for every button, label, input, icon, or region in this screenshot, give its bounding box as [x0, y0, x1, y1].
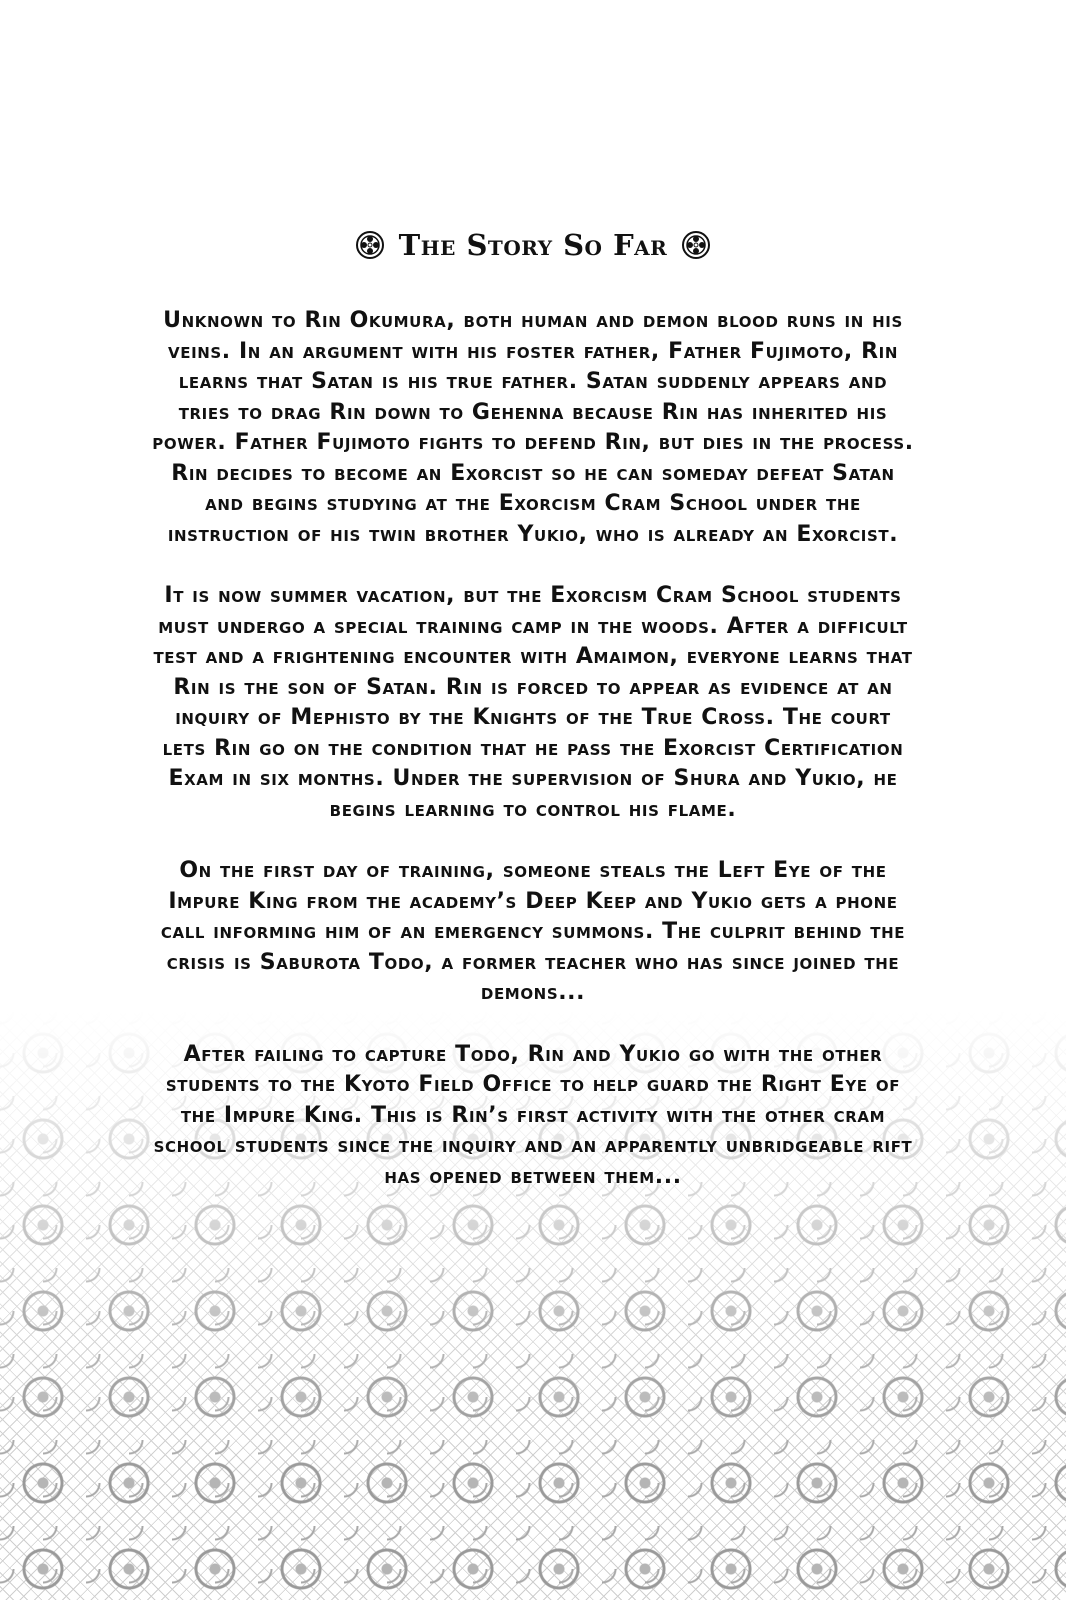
story-summary — [150, 228, 916, 1223]
title-row — [150, 228, 916, 262]
summary-paragraph: On the first day of training, someone steals the Left Eye of the Impure King from the academy’s Deep Keep and Yukio gets a phone call informing him of an emergency summons. The culprit behind the crisis is Saburota Todo, a former teacher who has since joined the demons... — [160, 858, 906, 1005]
rosette-ornament-icon — [355, 230, 385, 260]
summary-paragraph: After failing to capture Todo, Rin and Yukio go with the other students to the Kyoto Field Office to help guard the Right Eye of the Impure King. This is Rin’s first activity with the other cram school students since the inquiry and an apparently unbridgeable rift has opened between them... — [153, 1041, 913, 1189]
summary-paragraph: It is now summer vacation, but the Exorcism Cram School students must undergo a special training camp in the woods. After a difficult test and a frightening encounter with Amaimon, everyone learns that Rin is the son of Satan. Rin is forced to appear as evidence at an inquiry of Mephisto by the Knights of the True Cross. The court lets Rin go on the condition that he pass the Exorcist Certification Exam in six months. Under the supervision of Shura and Yukio, he begins learning to control his flame. — [153, 583, 913, 822]
summary-paragraph: Unknown to Rin Okumura, both human and demon blood runs in his veins. In an argument with his foster father, Father Fujimoto, Rin learns that Satan is his true father. Satan suddenly appears and tries to drag Rin down to Gehenna because Rin has inherited his power. Father Fujimoto fights to defend Rin, but dies in the process. Rin decides to become an Exorcist so he can someday defeat Satan and begins studying at the Exorcism Cram School under the instruction of his twin brother Yukio, who is already an Exorcist. — [152, 308, 914, 547]
rosette-ornament-icon — [681, 230, 711, 260]
page-title: The Story So Far — [398, 228, 668, 262]
